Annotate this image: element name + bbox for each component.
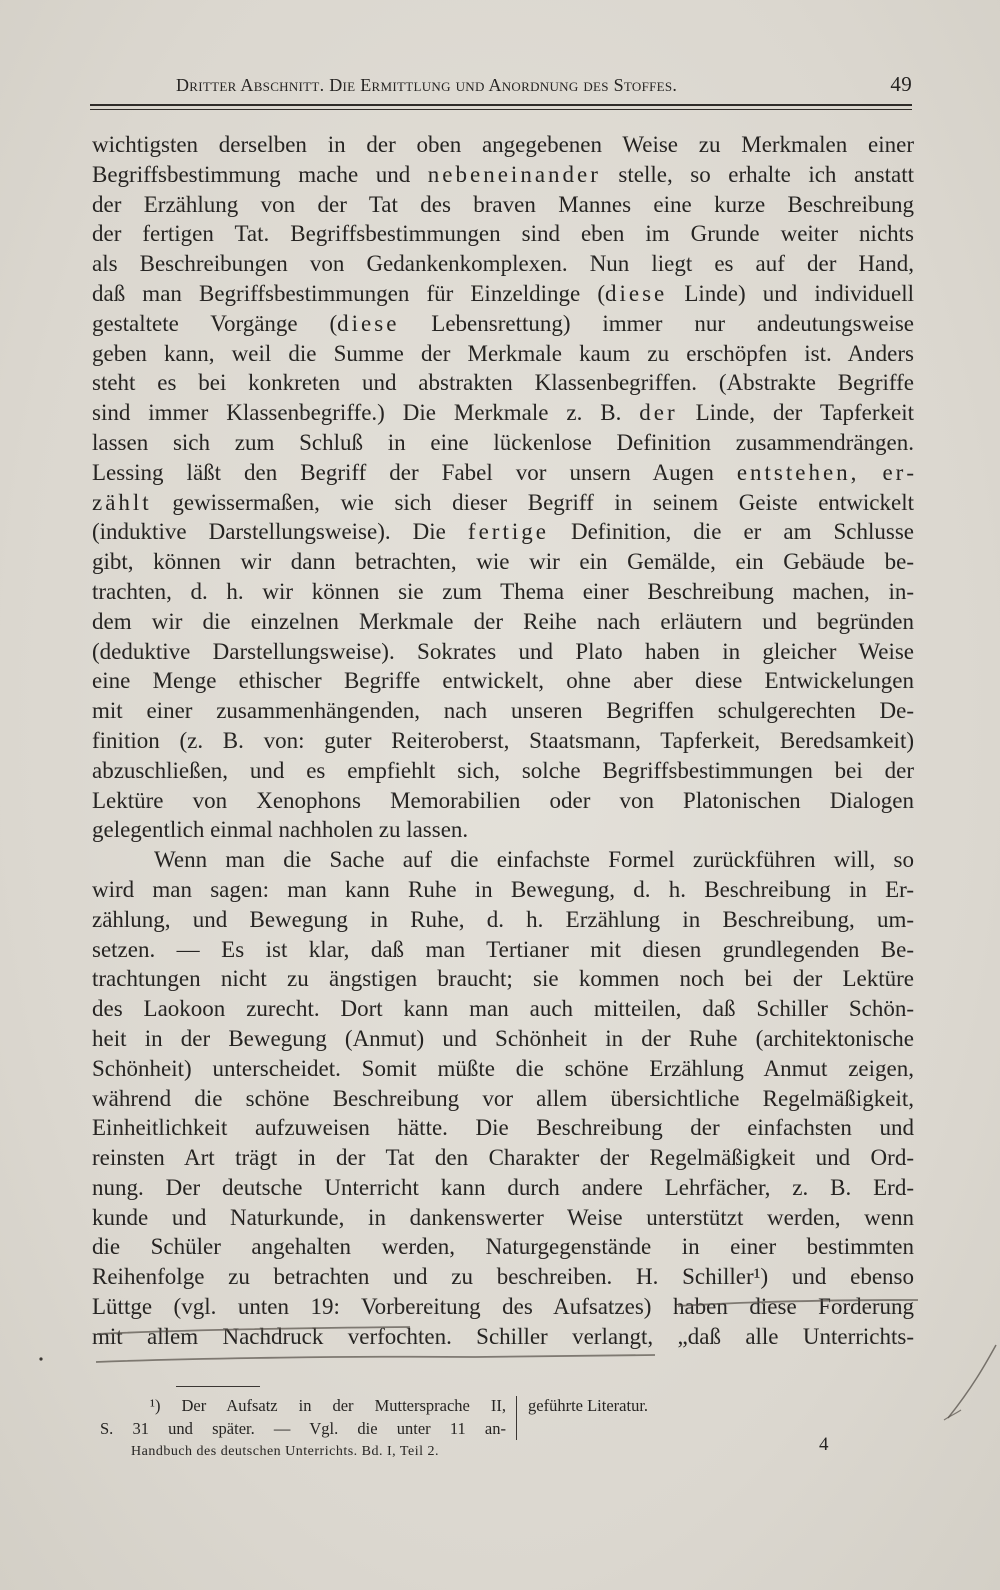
running-header-title: Dritter Abschnitt. Die Ermittlung und Anordnung des Stoffes. [176, 75, 678, 95]
text-line: trachtungen nicht zu ängstigen braucht; sie kommen noch bei der Lektüre [92, 966, 914, 992]
text-line: geben kann, weil die Summe der Merkmale kaum zu erschöpfen ist. Anders [92, 340, 914, 366]
text-line: kunde und Naturkunde, in dankenswerter Weise unterstützt werden, wenn [92, 1204, 914, 1230]
text-line: während die schöne Beschreibung vor allem übersichtliche Regelmäßigkeit, [92, 1085, 914, 1111]
text-line-part: sind immer Klassenbegriffe.) Die Merkmale z. B. [92, 400, 640, 426]
text-line: nung. Der deutsche Unterricht kann durch andere Lehrfächer, z. B. Erd- [92, 1174, 914, 1200]
text-line-part: gewissermaßen, wie sich dieser Begriff in seinem Geiste entwickelt [151, 489, 914, 515]
text-line: mit allem Nachdruck verfochten. Schiller verlangt, „daß alle Unterrichts- [92, 1323, 914, 1349]
signature-number: 4 [819, 1434, 829, 1455]
pencil-underline [97, 1327, 410, 1334]
spaced-word: der [639, 400, 678, 426]
text-line: die Schüler angehalten werden, Naturgegenstände in einer bestimmten [92, 1234, 914, 1260]
text-line: des Laokoon zurecht. Dort kann man auch mitteilen, daß Schiller Schön- [92, 996, 914, 1022]
text-line: gelegentlich einmal nachholen zu lassen. [92, 817, 469, 843]
text-line: dem wir die einzelnen Merkmale der Reihe nach erläutern und begründen [92, 608, 914, 634]
spaced-word: zählt [92, 489, 152, 515]
page-number: 49 [890, 72, 912, 96]
text-line-part: Lebensrettung) immer nur andeutungsweise [399, 310, 914, 336]
text-line-part: gestaltete Vorgänge ( [92, 310, 338, 336]
text-line: lassen sich zum Schluß in eine lückenlose Definition zusammendrängen. [92, 429, 914, 455]
pencil-margin-stroke [948, 1345, 996, 1418]
text-line: trachten, d. h. wir können sie zum Thema einer Beschreibung machen, in- [92, 578, 914, 604]
text-line: Schönheit) unterscheidet. Somit müßte die schöne Erzählung Anmut zeigen, [92, 1055, 914, 1081]
text-line: wird man sagen: man kann Ruhe in Bewegung, d. h. Beschreibung in Er- [92, 876, 914, 902]
text-line: (deduktive Darstellungsweise). Sokrates und Plato haben in gleicher Weise [92, 638, 914, 664]
text-line-part: Linde, der Tapferkeit [677, 400, 914, 426]
text-line: zählung, und Bewegung in Ruhe, d. h. Erzählung in Beschreibung, um- [92, 906, 914, 932]
text-line-part: Begriffsbestimmung mache und [92, 161, 428, 187]
text-line-part: Definition, die er am Schlusse [548, 519, 915, 545]
text-line: Lektüre von Xenophons Memorabilien oder von Platonischen Dialogen [92, 787, 914, 813]
text-line: eine Menge ethischer Begriffe entwickelt, ohne aber diese Entwickelungen [92, 668, 914, 694]
text-line: der Erzählung von der Tat des braven Mannes eine kurze Beschreibung [92, 191, 914, 217]
text-line: finition (z. B. von: guter Reiteroberst, Staatsmann, Tapferkeit, Beredsamkeit) [92, 727, 914, 753]
text-line: setzen. — Es ist klar, daß man Tertianer mit diesen grundlegenden Be- [92, 936, 914, 962]
text-line-part: Lessing läßt den Begriff der Fabel vor unsern Augen [92, 459, 737, 485]
footnote-marker: ¹) [150, 1396, 161, 1415]
margin-dot [39, 1357, 42, 1360]
spaced-word: diese [337, 310, 400, 336]
text-line: steht es bei konkreten und abstrakten Klassenbegriffen. (Abstrakte Begriffe [92, 370, 914, 396]
text-line: Lüttge (vgl. unten 19: Vorbereitung des Aufsatzes) haben diese Forderung [92, 1294, 914, 1320]
pencil-underline [678, 1300, 918, 1306]
text-line-part: Linde) und individuell [667, 280, 914, 306]
text-line-part: - [906, 459, 914, 485]
text-line: der fertigen Tat. Begriffsbestimmungen sind eben im Grunde weiter nichts [92, 221, 914, 247]
signature-line: Handbuch des deutschen Unterrichts. Bd. I, Teil 2. [131, 1444, 439, 1459]
spaced-word: entstehen, [736, 459, 860, 485]
spaced-word: nebeneinander [427, 161, 601, 187]
text-line: wichtigsten derselben in der oben angegebenen Weise zu Merkmalen einer [92, 132, 914, 157]
text-line: Einheitlichkeit aufzuweisen hätte. Die Beschreibung der einfachsten und [92, 1115, 914, 1141]
spaced-word: fertige [467, 519, 549, 545]
text-line: als Beschreibungen von Gedankenkomplexen. Nun liegt es auf der Hand, [92, 251, 914, 277]
text-line: heit in der Bewegung (Anmut) und Schönheit in der Ruhe (architektonische [92, 1025, 914, 1051]
text-line: abzuschließen, und es empfiehlt sich, solche Begriffsbestimmungen bei der [92, 757, 914, 783]
pencil-underline [96, 1355, 655, 1362]
spaced-word: diese [604, 280, 668, 306]
text-line: Wenn man die Sache auf die einfachste Formel zurückführen will, so [154, 847, 914, 873]
spaced-word: er [882, 459, 907, 485]
footnote-text: Der Aufsatz in der Muttersprache II, [181, 1396, 506, 1415]
text-line-part: daß man Begriffsbestimmungen für Einzeldinge ( [92, 280, 605, 306]
text-line: mit einer zusammenhängenden, nach unseren Begriffen schulgerechten De- [92, 698, 914, 724]
text-line-part: stelle, so erhalte ich anstatt [600, 161, 914, 187]
footnote-right-column: geführte Literatur. [528, 1396, 649, 1415]
text-line: Reihenfolge zu betrachten und zu beschreiben. H. Schiller¹) und ebenso [92, 1264, 914, 1290]
footnote-line: S. 31 und später. — Vgl. die unter 11 an- [100, 1419, 506, 1438]
text-line: reinsten Art trägt in der Tat den Charakter der Regelmäßigkeit und Ord- [92, 1145, 914, 1171]
text-line-part: (induktive Darstellungsweise). Die [92, 519, 468, 545]
text-line: gibt, können wir dann betrachten, wie wir ein Gemälde, ein Gebäude be- [92, 549, 914, 575]
